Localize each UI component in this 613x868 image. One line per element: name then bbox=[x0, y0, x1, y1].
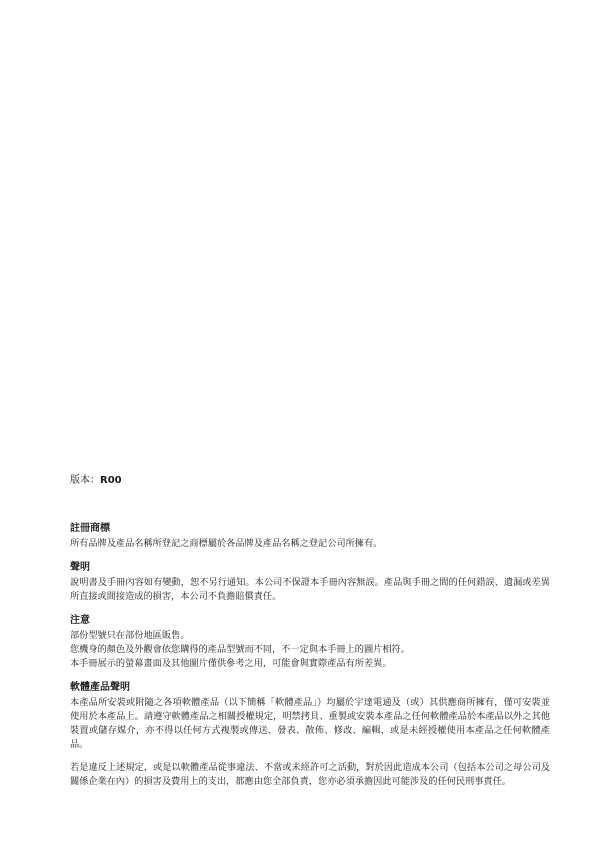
notice-heading: 注意 bbox=[70, 615, 90, 626]
notice-line-appearance: 您機身的顏色及外觀會依您購得的產品型號而不同，不一定與本手冊上的圖片相符。 bbox=[70, 644, 410, 655]
version-value: R00 bbox=[100, 475, 122, 486]
notice-line-regional: 部份型號只在部份地區販售。 bbox=[70, 630, 190, 641]
software-section bbox=[70, 681, 550, 789]
version-line bbox=[70, 474, 122, 488]
notice-line-screens: 本手冊展示的螢幕畫面及其他圖片僅供參考之用，可能會與實際產品有所差異。 bbox=[70, 658, 392, 669]
version-label: 版本： bbox=[70, 475, 100, 486]
statement-section bbox=[70, 561, 550, 604]
legal-content bbox=[70, 522, 550, 799]
statement-text: 說明書及手冊內容如有變動，恕不另行通知。本公司不保證本手冊內容無誤。產品與手冊之間的任何錯誤、遺漏或差異所直接或間接造成的損害，本公司不負擔賠償責任。 bbox=[70, 577, 550, 602]
statement-heading: 聲明 bbox=[70, 562, 90, 573]
notice-section bbox=[70, 614, 550, 671]
software-liability-text: 若是違反上述規定，或是以軟體產品從事違法、不當或未經許可之活動，對於因此造成本公司（包括本公司之母公司及關係企業在內）的損害及費用上的支出，都應由您全部負責，您亦必須承擔因此可能涉及的任何民刑事責任。 bbox=[70, 762, 550, 787]
trademark-section bbox=[70, 522, 550, 551]
trademark-heading: 註冊商標 bbox=[70, 523, 110, 534]
trademark-text: 所有品牌及產品名稱所登記之商標屬於各品牌及產品名稱之登記公司所擁有。 bbox=[70, 538, 383, 549]
software-license-text: 本產品所安裝或附隨之各項軟體產品（以下簡稱「軟體產品」）均屬於宇達電通及（或）其供應商所擁有，僅可安裝並使用於本產品上。請遵守軟體產品之相關授權規定，明禁拷貝、重製或安裝本產品之任何軟體產品於本產品以外之其他裝置或儲存媒介，亦不得以任何方式複製或傳送、發表、散佈、修改、編輯，或是未經授權使用本產品之任何軟體產品。 bbox=[70, 697, 550, 750]
software-heading: 軟體產品聲明 bbox=[70, 682, 130, 693]
